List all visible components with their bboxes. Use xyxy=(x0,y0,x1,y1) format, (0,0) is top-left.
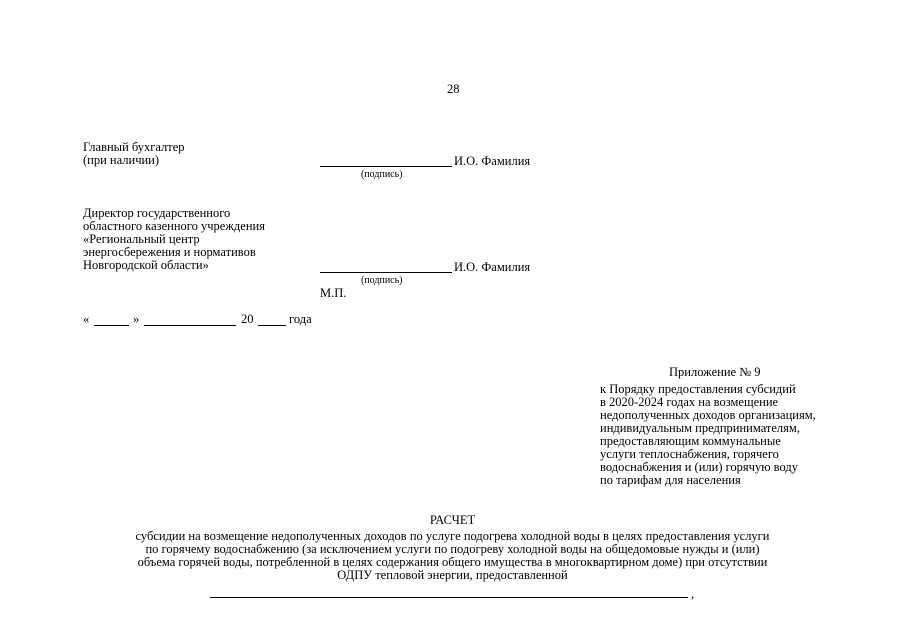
calculation-line-4: ОДПУ тепловой энергии, предоставленной xyxy=(337,568,568,582)
accountant-title: Главный бухгалтер xyxy=(83,140,185,154)
date-open-quote: « xyxy=(83,312,90,326)
appendix-line-3: недополученных доходов организациям, xyxy=(600,408,816,422)
appendix-line-7: водоснабжения и (или) горячую воду xyxy=(600,460,798,474)
director-line-3: «Региональный центр xyxy=(83,232,200,246)
director-line-5: Новгородской области» xyxy=(83,258,209,272)
date-close-quote: » xyxy=(133,312,140,326)
provider-trailing-comma: , xyxy=(691,587,695,601)
date-year-blank xyxy=(258,325,286,326)
director-name: И.О. Фамилия xyxy=(454,260,531,274)
appendix-line-4: индивидуальным предпринимателям, xyxy=(600,421,800,435)
director-line-2: областного казенного учреждения xyxy=(83,219,265,233)
accountant-subtitle: (при наличии) xyxy=(83,153,160,167)
accountant-signature-line xyxy=(320,166,452,167)
appendix-line-5: предоставляющим коммунальные xyxy=(600,434,781,448)
director-signature-caption: (подпись) xyxy=(361,275,403,286)
appendix-line-8: по тарифам для населения xyxy=(600,473,741,487)
appendix-line-1: к Порядку предоставления субсидий xyxy=(600,382,796,396)
date-year-suffix: года xyxy=(289,312,312,326)
stamp-label: М.П. xyxy=(320,286,347,300)
date-year-prefix: 20 xyxy=(241,312,254,326)
director-line-4: энергосбережения и нормативов xyxy=(83,245,256,259)
appendix-line-6: услуги теплоснабжения, горячего xyxy=(600,447,779,461)
accountant-signature-caption: (подпись) xyxy=(361,169,403,180)
calculation-heading: РАСЧЕТ xyxy=(429,513,476,527)
director-line-1: Директор государственного xyxy=(83,206,231,220)
appendix-title: Приложение № 9 xyxy=(669,365,761,379)
provider-blank-line xyxy=(210,597,688,598)
calculation-line-3: объема горячей воды, потребленной в целях содержания общего имущества в многоквартирном доме) при отсутствии xyxy=(137,555,768,569)
calculation-line-2: по горячему водоснабжению (за исключением услуги по подогреву холодной воды на общедомовые нужды и (или) xyxy=(145,542,760,556)
accountant-name: И.О. Фамилия xyxy=(454,154,531,168)
calculation-line-1: субсидии на возмещение недополученных доходов по услуге подогрева холодной воды в целях предоставления услуги xyxy=(135,529,770,543)
date-day-blank xyxy=(94,325,129,326)
page-number: 28 xyxy=(447,82,460,96)
director-signature-line xyxy=(320,272,452,273)
date-month-blank xyxy=(144,325,236,326)
appendix-line-2: в 2020-2024 годах на возмещение xyxy=(600,395,779,409)
